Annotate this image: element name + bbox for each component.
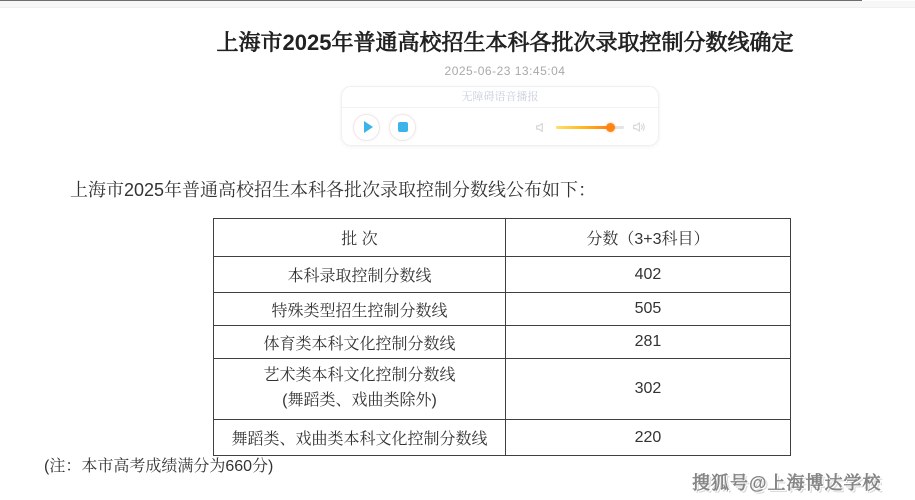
- batch-cell: [214, 359, 506, 420]
- publish-date: 2025-06-23 13:45:04: [444, 64, 566, 78]
- article-note: (注：本市高考成绩满分为660分): [44, 458, 274, 475]
- score-cell: 402: [505, 257, 790, 293]
- batch-cell-line2: (舞蹈类、戏曲类除外): [282, 392, 437, 409]
- score-cell: 281: [505, 326, 790, 359]
- stop-icon: [398, 122, 408, 132]
- table-row: [214, 293, 791, 326]
- stop-button[interactable]: [389, 114, 416, 141]
- score-cell: 302: [505, 359, 790, 420]
- volume-mute-icon[interactable]: [535, 121, 548, 134]
- table-row: [214, 420, 791, 456]
- table-header-score: 分数（3+3科目）: [505, 219, 790, 257]
- audio-player: [341, 86, 659, 146]
- score-cell: 505: [505, 293, 790, 326]
- table-header-row: [214, 219, 791, 257]
- batch-cell-line1: 艺术类本科文化控制分数线: [263, 367, 456, 385]
- score-cell: 220: [505, 420, 790, 456]
- batch-cell: 本科录取控制分数线: [214, 257, 506, 293]
- volume-slider-handle[interactable]: [606, 123, 615, 132]
- article-header: [95, 0, 915, 78]
- table-header-batch: 批 次: [214, 219, 506, 257]
- table-row: [214, 257, 791, 293]
- play-icon: [364, 121, 373, 133]
- score-table: [213, 218, 791, 456]
- play-button[interactable]: [353, 114, 380, 141]
- table-row: [214, 359, 791, 420]
- batch-cell: 特殊类型招生控制分数线: [214, 293, 506, 326]
- volume-up-icon[interactable]: [632, 120, 647, 134]
- score-table-wrap: [213, 218, 791, 456]
- audio-player-label: 无障碍语音播报: [342, 87, 658, 108]
- volume-slider[interactable]: [556, 126, 624, 129]
- audio-player-controls: [342, 108, 658, 146]
- volume-control: [535, 120, 647, 134]
- batch-cell: 舞蹈类、戏曲类本科文化控制分数线: [214, 420, 506, 456]
- volume-slider-fill: [556, 126, 611, 129]
- page-title: 上海市2025年普通高校招生本科各批次录取控制分数线确定: [216, 30, 794, 55]
- article-intro: 上海市2025年普通高校招生本科各批次录取控制分数线公布如下：: [70, 180, 597, 200]
- table-row: [214, 326, 791, 359]
- batch-cell: 体育类本科文化控制分数线: [214, 326, 506, 359]
- watermark: 搜狐号@上海博达学校: [692, 473, 882, 493]
